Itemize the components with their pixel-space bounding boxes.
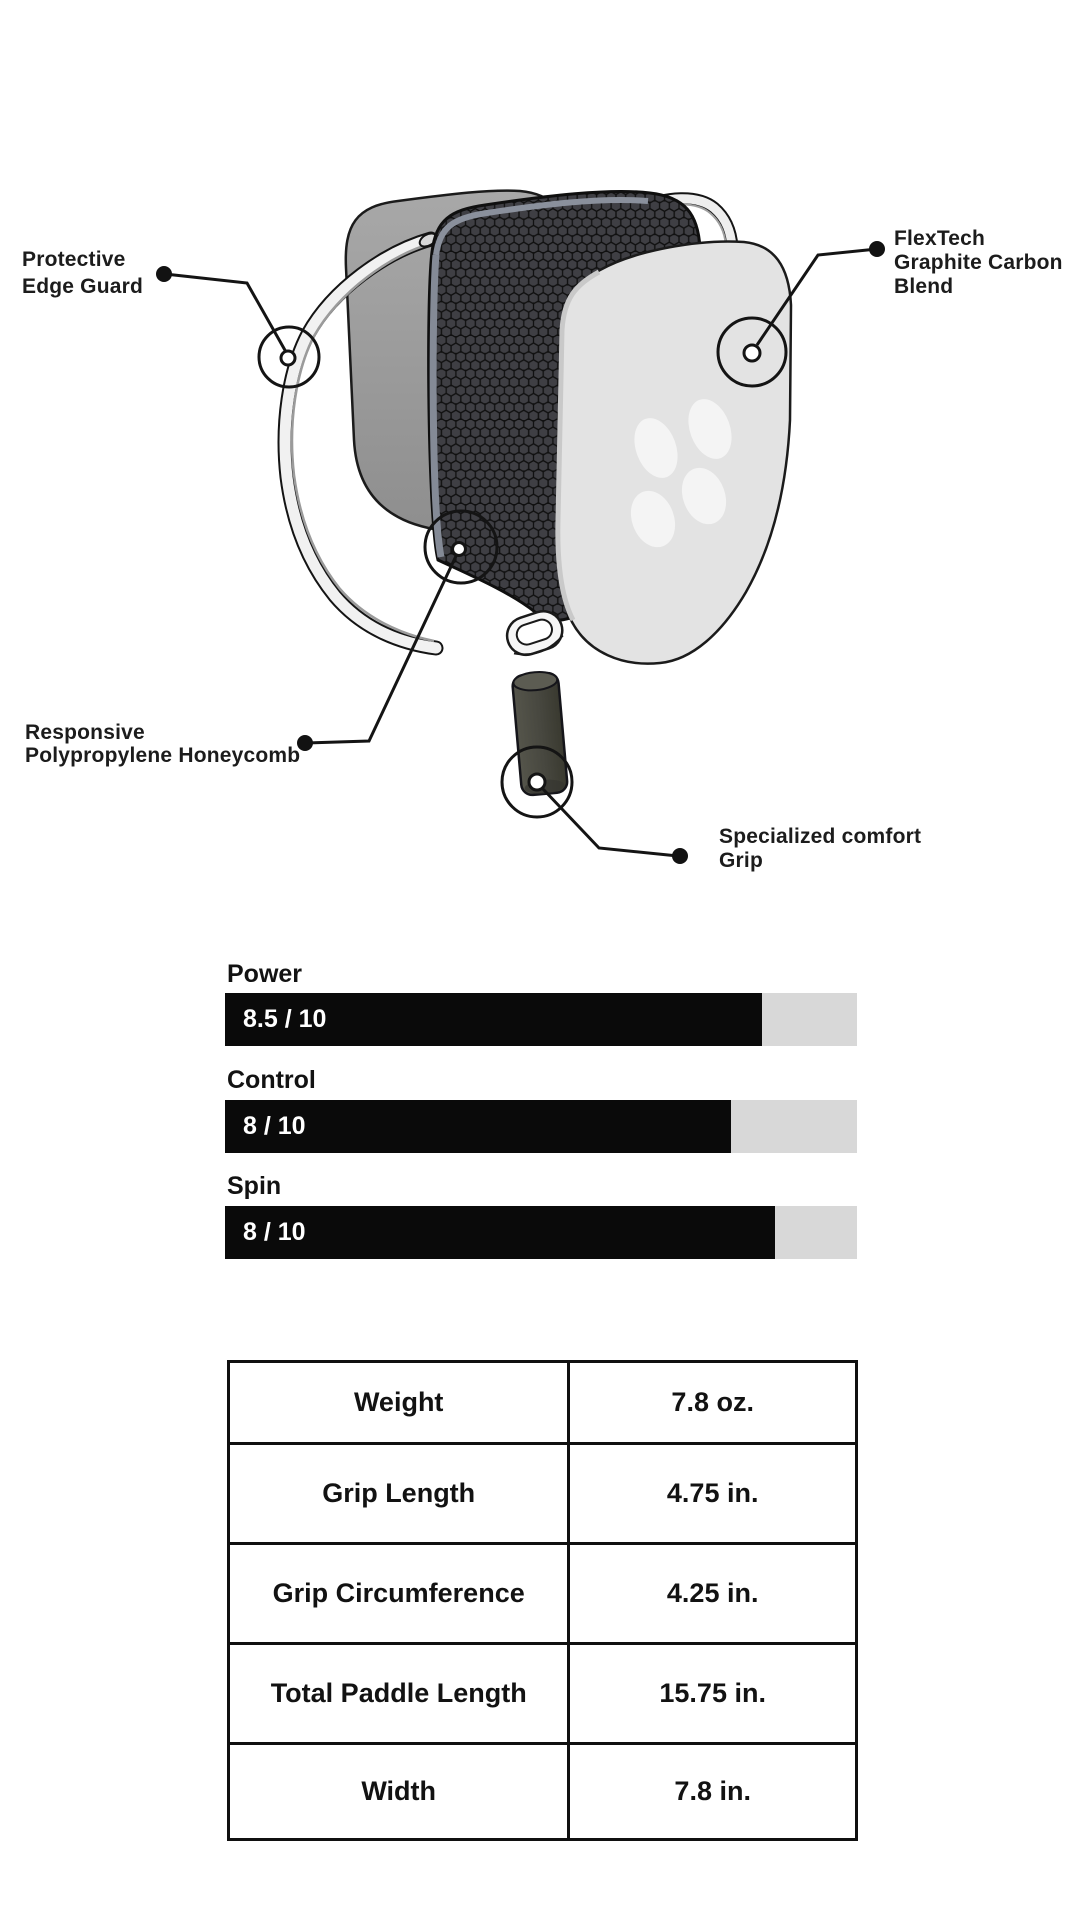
callout-label-grip: [719, 825, 921, 873]
spec-value: 15.75 in.: [569, 1644, 857, 1744]
paddle-front-face: [557, 242, 791, 664]
callout-label-line: Blend: [894, 275, 954, 298]
callout-label-line: Polypropylene Honeycomb: [25, 744, 301, 767]
table-row: [229, 1744, 857, 1840]
table-row: [229, 1644, 857, 1744]
callout-label-line: Graphite Carbon: [894, 251, 1063, 274]
spec-label: Grip Length: [229, 1444, 569, 1544]
callout-label-line: Grip: [719, 849, 763, 872]
spec-label: Grip Circumference: [229, 1544, 569, 1644]
callout-label-line: Specialized comfort: [719, 825, 922, 848]
spec-table: [227, 1360, 858, 1841]
rating-bar-spin-fill: [225, 1206, 775, 1259]
table-row: [229, 1544, 857, 1644]
spec-value: 4.75 in.: [569, 1444, 857, 1544]
rating-bar-spin: [225, 1206, 857, 1259]
callout-label-line: Responsive: [25, 721, 145, 744]
rating-label-power: Power: [227, 960, 303, 988]
spec-label: Weight: [229, 1362, 569, 1444]
callout-label-line: FlexTech: [894, 227, 986, 250]
callout-label-line: Edge Guard: [22, 275, 144, 298]
rating-bar-control: [225, 1100, 857, 1153]
rating-score-spin: 8 / 10: [243, 1218, 306, 1246]
rating-score-power: 8.5 / 10: [243, 1005, 327, 1033]
rating-bar-power: [225, 993, 857, 1046]
rating-label-control: Control: [227, 1066, 316, 1094]
spec-value: 7.8 oz.: [569, 1362, 857, 1444]
callout-label-line: Protective: [22, 248, 126, 271]
callout-label-flextech: [894, 227, 1063, 299]
table-row: [229, 1444, 857, 1544]
spec-value: 4.25 in.: [569, 1544, 857, 1644]
table-row: [229, 1362, 857, 1444]
spec-value: 7.8 in.: [569, 1744, 857, 1840]
rating-label-spin: Spin: [227, 1172, 282, 1200]
rating-score-control: 8 / 10: [243, 1112, 306, 1140]
spec-label: Width: [229, 1744, 569, 1840]
rating-bar-power-fill: [225, 993, 762, 1046]
callout-label-edge-guard: [22, 246, 143, 300]
callout-label-honeycomb: [25, 721, 300, 767]
spec-label: Total Paddle Length: [229, 1644, 569, 1744]
rating-bar-control-fill: [225, 1100, 731, 1153]
